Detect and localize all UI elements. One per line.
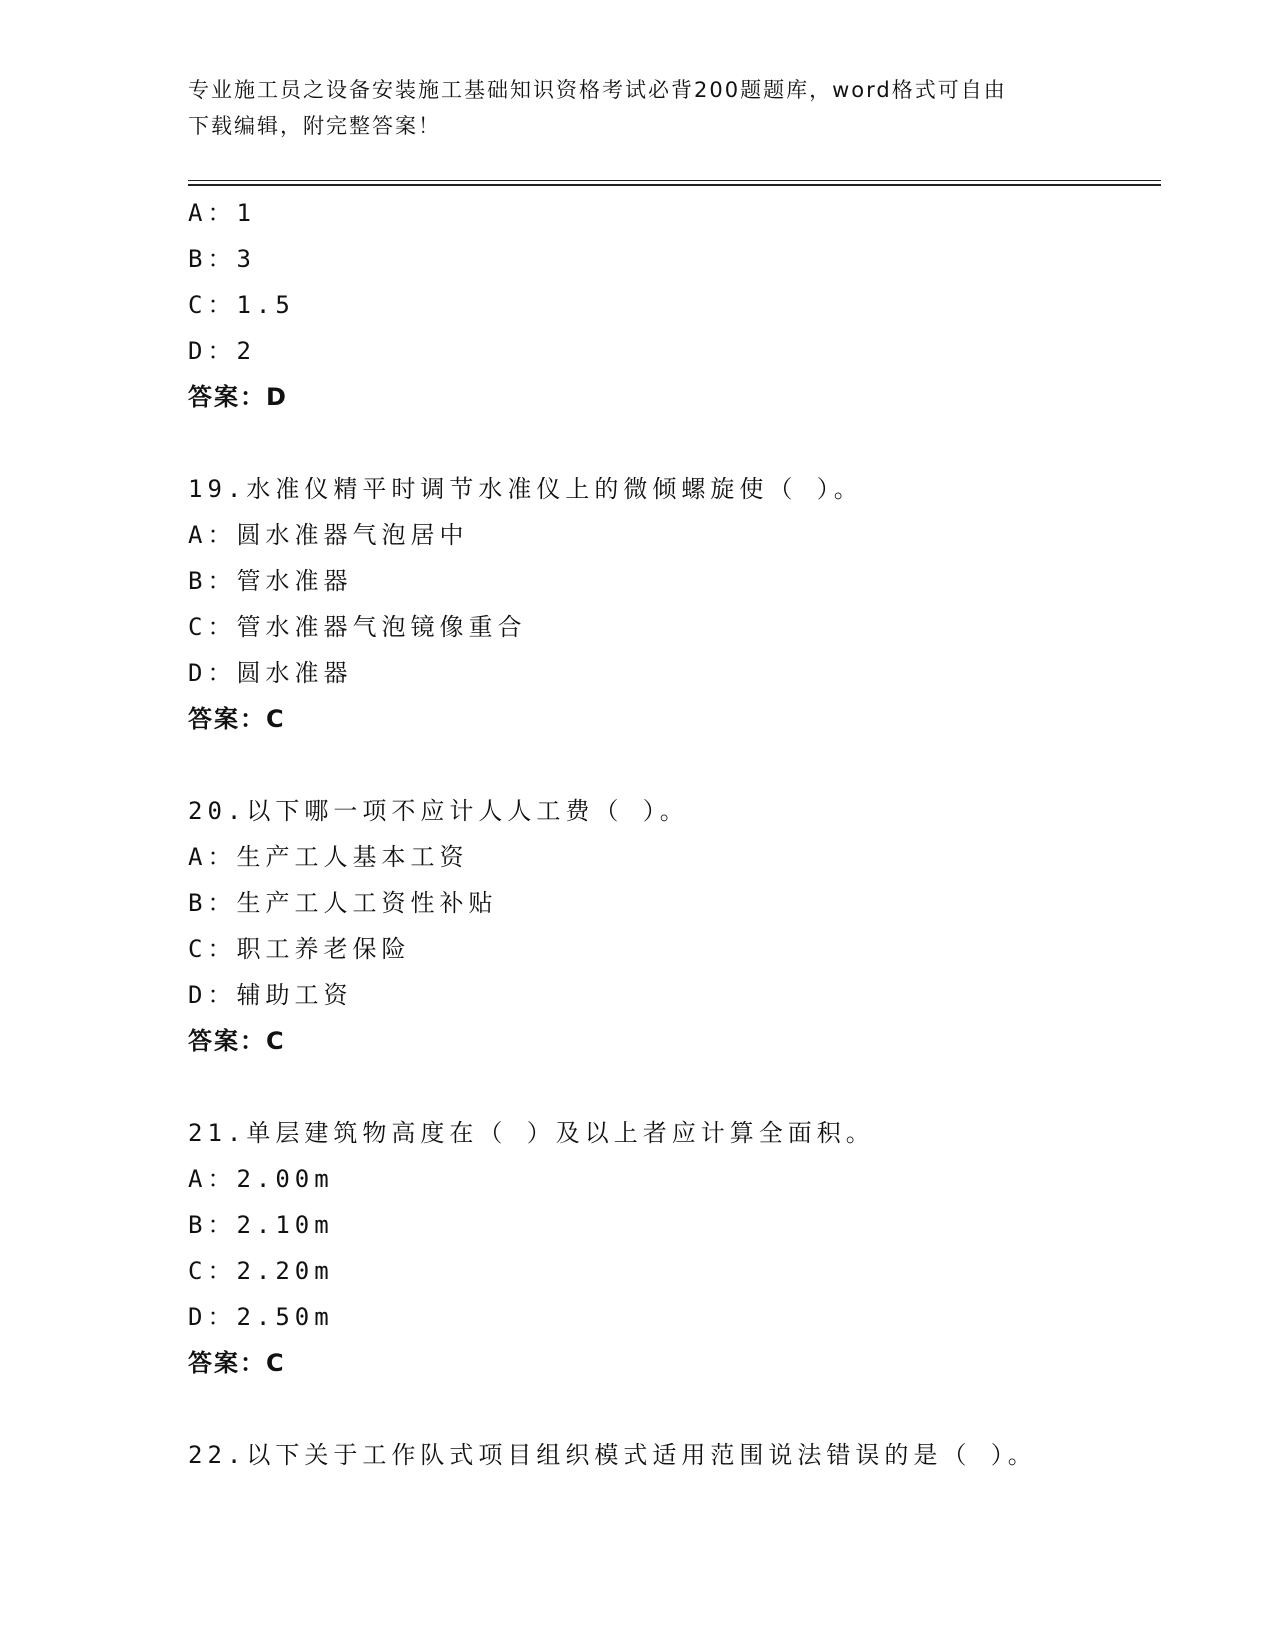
option-c: C：2.20m <box>188 1257 334 1285</box>
question-18 <box>188 190 1148 420</box>
spacer <box>188 420 1148 466</box>
option-b: B：3 <box>188 245 256 273</box>
question-21 <box>188 1110 1148 1386</box>
option-d: D：2.50m <box>188 1303 334 1331</box>
option-c: C：职工养老保险 <box>188 935 411 963</box>
option-d: D：圆水准器 <box>188 659 353 687</box>
question-text: 19.水准仪精平时调节水准仪上的微倾螺旋使（ ）。 <box>188 475 863 503</box>
option-c: C：管水准器气泡镜像重合 <box>188 613 527 641</box>
header-divider-thick <box>188 184 1161 186</box>
header-divider-thin <box>188 180 1161 181</box>
option-c: C：1.5 <box>188 291 295 319</box>
spacer <box>188 1386 1148 1432</box>
option-a: A：1 <box>188 199 256 227</box>
question-text: 20.以下哪一项不应计人人工费（ ）。 <box>188 797 689 825</box>
question-list <box>188 190 1148 1478</box>
question-text: 22.以下关于工作队式项目组织模式适用范围说法错误的是（ ）。 <box>188 1441 1037 1469</box>
spacer <box>188 742 1148 788</box>
spacer <box>188 1064 1148 1110</box>
answer-line: 答案：C <box>188 705 286 733</box>
option-a: A：圆水准器气泡居中 <box>188 521 469 549</box>
option-d: D：辅助工资 <box>188 981 353 1009</box>
answer-line: 答案：C <box>188 1027 286 1055</box>
document-header <box>188 72 1068 144</box>
question-22 <box>188 1432 1148 1478</box>
option-a: A：2.00m <box>188 1165 334 1193</box>
header-line-1: 专业施工员之设备安装施工基础知识资格考试必背200题题库，word格式可自由 <box>188 78 1007 102</box>
option-d: D：2 <box>188 337 256 365</box>
header-line-2: 下载编辑，附完整答案！ <box>188 114 441 138</box>
option-b: B：2.10m <box>188 1211 334 1239</box>
question-19 <box>188 466 1148 742</box>
question-text: 21.单层建筑物高度在（ ）及以上者应计算全面积。 <box>188 1119 875 1147</box>
answer-line: 答案：C <box>188 1349 286 1377</box>
answer-line: 答案：D <box>188 383 288 411</box>
option-a: A：生产工人基本工资 <box>188 843 469 871</box>
question-20 <box>188 788 1148 1064</box>
option-b: B：管水准器 <box>188 567 353 595</box>
option-b: B：生产工人工资性补贴 <box>188 889 498 917</box>
